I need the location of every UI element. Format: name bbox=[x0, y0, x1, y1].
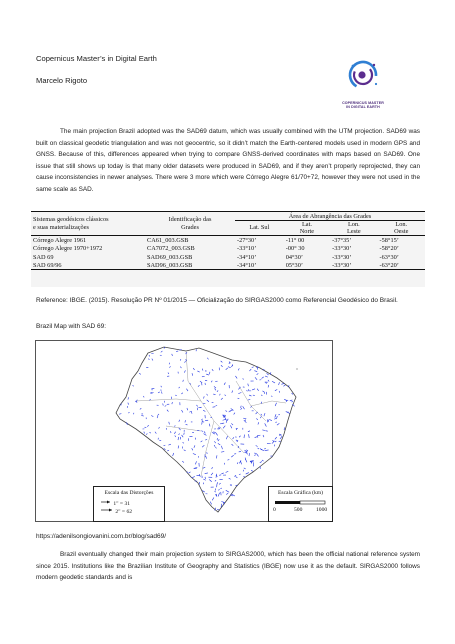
distortion-vector bbox=[257, 389, 258, 391]
distortion-vector bbox=[224, 383, 225, 385]
distortion-vector bbox=[239, 451, 241, 452]
short-arrow-icon bbox=[100, 499, 112, 505]
distortion-vector bbox=[211, 473, 213, 475]
distortion-vector bbox=[157, 416, 158, 418]
distortion-vector bbox=[217, 438, 218, 440]
distortion-vector bbox=[210, 502, 211, 505]
distortion-vector bbox=[184, 370, 185, 372]
distortion-vector bbox=[217, 390, 218, 391]
distortion-vector bbox=[246, 473, 249, 474]
distortion-vector bbox=[257, 454, 259, 456]
distortion-row-1: 1" = 31 bbox=[94, 499, 164, 507]
distortion-vector bbox=[196, 405, 197, 407]
distortion-vector bbox=[248, 399, 250, 400]
distortion-vector bbox=[144, 432, 145, 434]
distortion-vector bbox=[257, 435, 260, 436]
distortion-vector bbox=[275, 390, 277, 391]
distortion-vector bbox=[286, 411, 288, 412]
distortion-vector bbox=[193, 368, 194, 370]
distortion-row-2: 2" = 62 bbox=[94, 507, 164, 515]
distortion-vector bbox=[182, 435, 184, 437]
distortion-vector bbox=[127, 422, 128, 424]
distortion-vector bbox=[271, 396, 272, 397]
distortion-vector bbox=[265, 376, 268, 377]
reference-text: Reference: IBGE. (2015). Resolução PR Nº 01/2015 — Oficialização do SIRGAS2000 como Referencial Geodésico do Brasil. bbox=[36, 297, 398, 304]
distortion-vector bbox=[202, 369, 203, 371]
distortion-vector bbox=[260, 417, 261, 419]
distortion-vector bbox=[275, 441, 276, 442]
distortion-vector bbox=[178, 446, 179, 449]
distortion-vector bbox=[281, 383, 284, 384]
distortion-vector bbox=[197, 371, 199, 372]
distortion-vector bbox=[161, 351, 163, 352]
distortion-vector bbox=[238, 398, 240, 399]
distortion-vector bbox=[148, 359, 149, 360]
distortion-vector bbox=[256, 445, 258, 446]
distortion-vector bbox=[214, 445, 215, 447]
distortion-vector bbox=[143, 396, 144, 397]
distortion-vector bbox=[180, 367, 181, 368]
distortion-vector bbox=[181, 393, 182, 394]
distortion-vector bbox=[207, 358, 208, 360]
distortion-vector bbox=[216, 433, 218, 435]
distortion-vector bbox=[232, 391, 233, 393]
distortion-vector bbox=[184, 450, 186, 451]
graphic-scale-legend bbox=[268, 486, 333, 522]
distortion-vector bbox=[221, 473, 223, 474]
table-row: Córrego Alegre 1961 CA61_003.GSB -27°30’ -11° 00 -37°35’ -58°15’ bbox=[31, 236, 425, 245]
distortion-vector bbox=[213, 407, 216, 408]
distortion-vector bbox=[166, 428, 167, 430]
distortion-vector bbox=[262, 460, 264, 461]
distortion-vector bbox=[246, 450, 248, 451]
scale-tick-0: 0 bbox=[273, 507, 276, 513]
distortion-vector bbox=[234, 413, 235, 415]
distortion-vector bbox=[218, 443, 220, 445]
distortion-vector bbox=[213, 394, 215, 395]
source-url[interactable]: https://adenilsongiovanini.com.br/blog/sad69/ bbox=[36, 533, 167, 540]
distortion-vector bbox=[272, 381, 275, 383]
distortion-vector bbox=[205, 477, 206, 479]
distortion-vector bbox=[223, 426, 225, 429]
distortion-vector bbox=[233, 437, 234, 439]
distortion-vector bbox=[215, 447, 216, 448]
distortion-vector bbox=[186, 389, 188, 391]
distortion-vector bbox=[226, 471, 229, 472]
distortion-vector bbox=[201, 423, 202, 424]
distortion-vector bbox=[202, 430, 203, 432]
distortion-vector bbox=[216, 405, 217, 406]
distortion-vector bbox=[204, 396, 205, 398]
distortion-vector bbox=[248, 431, 250, 432]
distortion-vector bbox=[172, 354, 173, 356]
distortion-vector bbox=[195, 461, 196, 464]
distortion-vector bbox=[168, 444, 170, 445]
distortion-vector bbox=[155, 432, 156, 434]
distortion-vector bbox=[257, 373, 259, 374]
distortion-vector bbox=[226, 368, 228, 370]
distortion-vector bbox=[133, 385, 134, 386]
distortion-vector bbox=[204, 434, 207, 436]
table-row: SAD 69/96 SAD96_003.GSB -34°10’ 05°30’ -33°30’ -63°20’ bbox=[31, 261, 425, 270]
table-row: Córrego Alegre 1970+1972 CA7072_003.GSB -33°10’ -00° 30 -33°30’ -58°20’ bbox=[33, 245, 399, 253]
map-caption: Brazil Map with SAD 69: bbox=[36, 323, 107, 330]
distortion-vector bbox=[229, 478, 231, 479]
distortion-vector bbox=[243, 470, 244, 472]
scale-tick-1000: 1000 bbox=[316, 507, 328, 513]
grid-table-figure bbox=[31, 211, 425, 287]
distortion-vector bbox=[220, 394, 221, 396]
distortion-vector bbox=[252, 389, 255, 390]
distortion-vector bbox=[231, 455, 233, 457]
distortion-vector bbox=[264, 413, 265, 416]
distortion-vector bbox=[152, 359, 153, 361]
distortion-vector bbox=[235, 376, 237, 378]
distortion-vector bbox=[218, 439, 219, 441]
distortion-vector bbox=[192, 448, 193, 450]
distortion-vector bbox=[248, 384, 249, 387]
distortion-legend-title: Escala das Distorções bbox=[104, 490, 154, 496]
distortion-vector bbox=[179, 420, 180, 422]
distortion-vector bbox=[263, 435, 264, 437]
distortion-vector bbox=[292, 393, 293, 394]
distortion-vector bbox=[255, 377, 257, 379]
distortion-vector bbox=[147, 425, 149, 426]
distortion-vector bbox=[182, 461, 184, 462]
distortion-vector bbox=[249, 369, 251, 371]
distortion-vector bbox=[192, 373, 193, 376]
distortion-vector bbox=[214, 386, 216, 388]
distortion-vector bbox=[221, 365, 223, 366]
distortion-vector bbox=[267, 373, 269, 375]
distortion-vector bbox=[216, 474, 217, 478]
distortion-vector bbox=[269, 419, 272, 420]
distortion-vector bbox=[219, 489, 220, 490]
distortion-vector bbox=[158, 392, 160, 393]
distortion-vector bbox=[251, 406, 252, 407]
distortion-vector bbox=[247, 390, 248, 391]
distortion-vector bbox=[258, 422, 259, 424]
distortion-vector bbox=[190, 411, 191, 412]
logo-line-1: COPERNICUS MASTER bbox=[342, 101, 384, 105]
distortion-vector bbox=[175, 395, 176, 396]
distortion-vector bbox=[243, 378, 244, 379]
distortion-vector bbox=[209, 424, 210, 427]
distortion-vector bbox=[175, 436, 176, 438]
distortion-vector bbox=[217, 482, 218, 484]
distortion-vector bbox=[173, 453, 174, 456]
distortion-vector bbox=[262, 377, 264, 379]
distortion-vector bbox=[186, 359, 187, 361]
distortion-vector bbox=[203, 467, 205, 468]
distortion-vector bbox=[258, 448, 259, 449]
distortion-vector bbox=[225, 418, 226, 421]
distortion-vector bbox=[141, 415, 143, 416]
distortion-vector bbox=[182, 410, 183, 412]
distortion-vector bbox=[146, 434, 147, 435]
distortion-vector bbox=[251, 470, 253, 471]
distortion-vector bbox=[227, 460, 229, 461]
distortion-vector bbox=[200, 381, 202, 383]
distortion-vector bbox=[216, 455, 217, 458]
distortion-vector bbox=[180, 437, 181, 439]
logo-line-2: IN DIGITAL EARTH bbox=[346, 105, 380, 110]
distortion-vector bbox=[167, 450, 169, 451]
distortion-vector bbox=[119, 414, 121, 415]
distortion-vector bbox=[255, 437, 258, 438]
distortion-vector bbox=[201, 441, 203, 442]
distortion-vector bbox=[202, 376, 205, 377]
distortion-vector bbox=[290, 400, 292, 401]
distortion-vector bbox=[243, 418, 246, 419]
distortion-vector bbox=[212, 497, 214, 500]
distortion-vector bbox=[212, 467, 213, 469]
distortion-vector bbox=[174, 432, 175, 434]
th-systems: Sistemas geodésicos clássicos e suas materializações bbox=[31, 212, 145, 236]
distortion-vector bbox=[253, 395, 255, 396]
distortion-vector bbox=[139, 373, 141, 374]
distortion-vector bbox=[226, 493, 228, 494]
distortion-vector bbox=[219, 483, 221, 484]
distortion-vector bbox=[175, 425, 176, 426]
distortion-vector bbox=[275, 414, 276, 417]
distortion-vector bbox=[250, 461, 254, 462]
distortion-vector bbox=[137, 400, 138, 402]
distortion-vector bbox=[203, 479, 205, 480]
distortion-vector bbox=[239, 474, 241, 475]
distortion-vector bbox=[205, 473, 208, 474]
th-lat-sul: Lat. Sul bbox=[249, 224, 270, 232]
distortion-vector bbox=[159, 427, 160, 429]
distortion-vector bbox=[249, 434, 250, 438]
distortion-vector bbox=[197, 430, 199, 431]
distortion-vector bbox=[185, 420, 186, 422]
distortion-vector bbox=[279, 382, 280, 385]
distortion-vector bbox=[179, 387, 180, 388]
distortion-vector bbox=[280, 436, 282, 439]
distortion-vector bbox=[237, 462, 238, 464]
distortion-vector bbox=[168, 373, 169, 374]
distortion-vector bbox=[191, 411, 192, 414]
distortion-vector bbox=[194, 445, 195, 447]
brazil-sad69-map bbox=[35, 340, 333, 522]
sirgas-paragraph: Brazil eventually changed their main projection system to SIRGAS2000, which has been the official national reference system since 2015. Institutions like the Brazilian Institute of Geography and Statistics (IBGE) now use it as the default. SIRGAS2000 follows modern geodetic standards and is bbox=[36, 551, 420, 582]
distortion-vector bbox=[249, 395, 251, 396]
distortion-vector bbox=[187, 408, 188, 410]
th-lat-norte: Lat. Norte bbox=[299, 221, 315, 236]
distortion-vector bbox=[164, 445, 166, 446]
distortion-vector bbox=[202, 445, 204, 447]
distortion-vector bbox=[183, 442, 184, 443]
distortion-vector bbox=[157, 414, 159, 416]
distortion-vector bbox=[262, 430, 265, 431]
distortion-vector bbox=[205, 439, 207, 440]
distortion-vector bbox=[229, 411, 231, 412]
distortion-vector bbox=[183, 380, 184, 382]
distortion-vector bbox=[170, 431, 171, 433]
distortion-vector bbox=[215, 388, 216, 390]
distortion-vector bbox=[140, 408, 141, 409]
distortion-vector bbox=[164, 347, 165, 348]
graphic-scale-title: Escala Gráfica (km) bbox=[277, 490, 324, 496]
distortion-vector bbox=[221, 446, 222, 449]
distortion-vector bbox=[236, 440, 238, 441]
distortion-vector bbox=[265, 423, 267, 426]
distortion-vector bbox=[214, 491, 215, 492]
distortion-vector bbox=[260, 462, 262, 463]
distortion-vector bbox=[230, 425, 232, 428]
author-name: Marcelo Rigoto bbox=[36, 76, 88, 85]
distortion-vector bbox=[238, 368, 239, 370]
distortion-vector bbox=[230, 485, 231, 486]
distortion-vector bbox=[184, 361, 186, 362]
distortion-legend bbox=[93, 486, 165, 522]
distortion-vector bbox=[165, 406, 167, 407]
th-coverage-area: Área de Abrangência das Grades bbox=[235, 212, 425, 221]
distortion-vector bbox=[231, 423, 233, 425]
distortion-vector bbox=[198, 385, 200, 386]
intro-paragraph: The main projection Brazil adopted was the SAD69 datum, which was usually combined with the UTM projection. SAD69 was built on classical geodetic triangulation and was not geocentric, so it didn’t match the Earth-centered models used in modern GPS and GNSS. Because of this, differences appeared when trying to compare GNSS-derived coordinates with maps based on SAD69. One issue that still shows up today is that many older datasets were produced in SAD69, and if they aren’t properly reprojected, they can cause inconsistencies in newer analyses. There were 3 more which were Córrego Alegre 61/70+72, however they were not used in the same scale as SAD. bbox=[36, 128, 420, 193]
distortion-vector bbox=[209, 480, 211, 482]
th-lon-oeste: Lon. Oeste bbox=[394, 221, 409, 236]
distortion-vector bbox=[241, 461, 242, 464]
distortion-vector bbox=[220, 488, 221, 489]
distortion-vector bbox=[149, 432, 151, 433]
distortion-vector bbox=[151, 415, 153, 416]
distortion-vector bbox=[254, 455, 256, 456]
copernicus-logo bbox=[334, 56, 392, 114]
distortion-vector bbox=[261, 395, 262, 396]
distortion-vector bbox=[211, 381, 212, 383]
distortion-vector bbox=[262, 391, 264, 392]
distortion-vector bbox=[215, 480, 216, 481]
distortion-vector bbox=[207, 400, 209, 402]
distortion-vector bbox=[254, 371, 257, 372]
distortion-vector bbox=[205, 420, 208, 421]
distortion-vector bbox=[169, 367, 170, 368]
distortion-vector bbox=[199, 482, 200, 485]
distortion-vector bbox=[277, 416, 278, 419]
distortion-vector bbox=[212, 432, 215, 434]
distortion-vector bbox=[167, 410, 168, 412]
distortion-vector bbox=[268, 385, 269, 387]
distortion-vector bbox=[212, 369, 213, 371]
distortion-vector bbox=[236, 477, 238, 478]
distortion-vector bbox=[221, 452, 224, 453]
distortion-vector bbox=[205, 380, 207, 381]
distortion-vector bbox=[178, 437, 179, 440]
distortion-vector bbox=[191, 477, 194, 478]
long-arrow-icon bbox=[100, 507, 114, 513]
distortion-vector bbox=[244, 435, 245, 439]
distortion-vector bbox=[204, 431, 206, 433]
distortion-vector bbox=[218, 493, 219, 497]
distortion-vector bbox=[226, 490, 229, 492]
distortion-vector bbox=[189, 472, 191, 473]
table-row: SAD 69 SAD69_003.GSB -34°10’ 04°30’ -33°30’ -63°30’ bbox=[33, 253, 399, 261]
distortion-vector bbox=[161, 386, 162, 387]
distortion-vector bbox=[231, 444, 233, 446]
distortion-vector bbox=[256, 418, 257, 419]
distortion-vector bbox=[256, 412, 258, 414]
distortion-vector bbox=[169, 422, 170, 425]
distortion-vector bbox=[239, 436, 240, 437]
scale-tick-500: 500 bbox=[294, 507, 303, 513]
distortion-vector bbox=[245, 419, 246, 420]
distortion-vector bbox=[226, 420, 227, 423]
distortion-vector bbox=[230, 410, 233, 411]
distortion-vector bbox=[243, 406, 245, 409]
distortion-vector bbox=[227, 419, 228, 421]
distortion-vector bbox=[201, 419, 202, 420]
distortion-vector bbox=[268, 380, 269, 381]
distortion-vector bbox=[206, 456, 207, 458]
distortion-vector bbox=[288, 412, 290, 414]
distortion-vector bbox=[275, 437, 277, 439]
distortion-vector bbox=[221, 398, 223, 400]
distortion-vector bbox=[261, 414, 262, 415]
distortion-vector bbox=[261, 449, 264, 450]
distortion-vector bbox=[252, 367, 254, 368]
distortion-vector bbox=[214, 441, 215, 443]
distortion-vector bbox=[149, 355, 150, 356]
distortion-vector bbox=[223, 419, 226, 420]
th-lon-leste: Lon. Leste bbox=[347, 221, 361, 236]
distortion-vector bbox=[180, 359, 181, 360]
distortion-vector bbox=[206, 374, 209, 375]
distortion-vector bbox=[225, 411, 227, 412]
distortion-vector bbox=[238, 393, 241, 394]
geodetic-grids-table bbox=[31, 211, 425, 270]
distortion-vector bbox=[161, 391, 162, 393]
document-title: Copernicus Master’s in Digital Earth bbox=[36, 54, 157, 63]
distortion-vector bbox=[128, 397, 129, 399]
distortion-vector bbox=[221, 361, 223, 362]
distortion-vector bbox=[193, 454, 196, 455]
distortion-vector bbox=[226, 436, 227, 439]
distortion-vector bbox=[244, 468, 246, 469]
distortion-vector bbox=[207, 394, 208, 396]
distortion-vector bbox=[203, 410, 205, 411]
th-grid-id: Identificação das Grades bbox=[145, 212, 235, 236]
globe-logo-icon bbox=[334, 56, 392, 96]
scale-bar bbox=[271, 499, 331, 507]
distortion-vector bbox=[265, 450, 269, 451]
distortion-vector bbox=[179, 434, 180, 435]
distortion-vector bbox=[274, 418, 276, 419]
distortion-vector bbox=[163, 404, 164, 406]
distortion-vector bbox=[241, 406, 242, 408]
distortion-vector bbox=[275, 403, 276, 406]
distortion-vector bbox=[202, 420, 203, 422]
distortion-vector bbox=[228, 367, 231, 368]
distortion-vector bbox=[277, 423, 279, 425]
distortion-vector bbox=[172, 402, 173, 404]
distortion-vector bbox=[128, 403, 129, 405]
distortion-vector bbox=[225, 395, 226, 396]
distortion-vector bbox=[283, 385, 285, 386]
distortion-vector bbox=[241, 408, 242, 410]
distortion-vector bbox=[176, 351, 178, 352]
distortion-vector bbox=[266, 382, 267, 384]
